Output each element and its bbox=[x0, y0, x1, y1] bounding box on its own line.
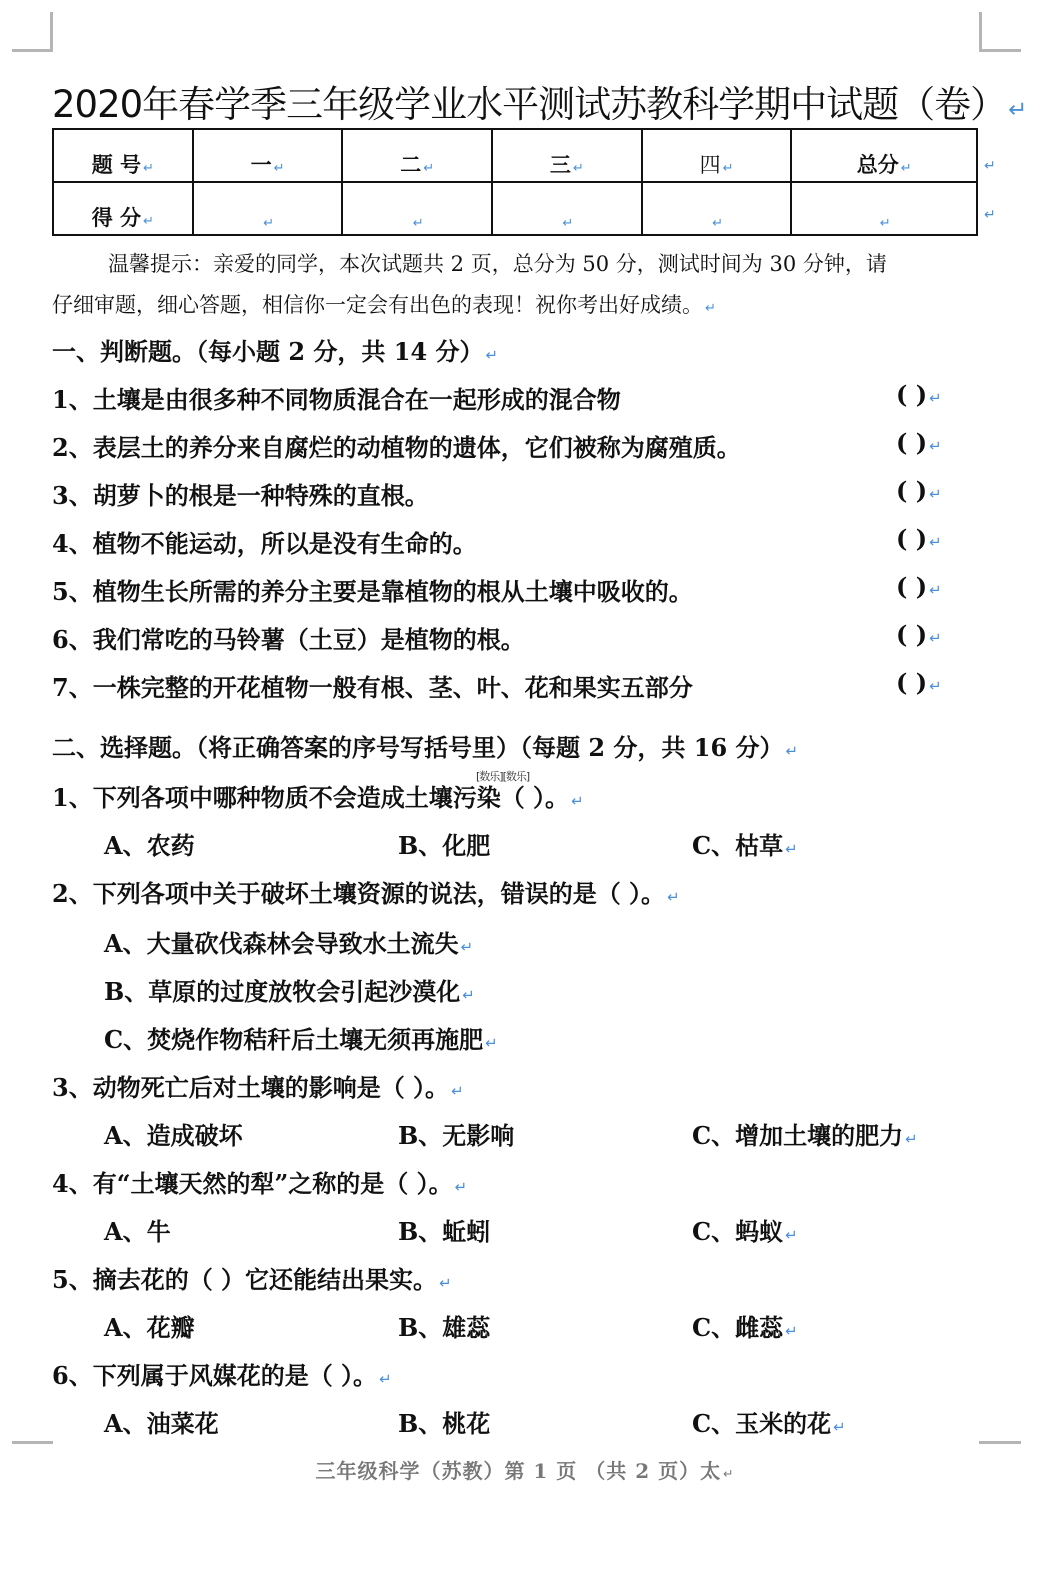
answer-paren[interactable]: ( ) ↵ bbox=[896, 428, 942, 457]
header-cell: 题 号 ↵ bbox=[53, 129, 193, 182]
question: 1、下列各项中哪种物质不会造成土壤污染（ ）。 ↵ bbox=[52, 783, 584, 812]
option-a[interactable]: A、牛 bbox=[104, 1217, 171, 1246]
section2-heading: 二、选择题。（将正确答案的序号写括号里）（每题 2 分，共 16 分） ↵ bbox=[52, 733, 798, 762]
header-cell: 一 ↵ bbox=[193, 129, 343, 182]
question: 2、下列各项中关于破坏土壤资源的说法，错误的是（ ）。 ↵ bbox=[52, 879, 680, 908]
answer-paren[interactable]: ( ) ↵ bbox=[896, 476, 942, 505]
paragraph-mark-icon: ↵ bbox=[984, 158, 996, 174]
option-c[interactable]: C、蚂蚁 ↵ bbox=[692, 1217, 798, 1246]
option-a[interactable]: A、花瓣 bbox=[104, 1313, 195, 1342]
judgment-item: 7、一株完整的开花植物一般有根、茎、叶、花和果实五部分 bbox=[52, 673, 693, 702]
header-cell: 总分 ↵ bbox=[791, 129, 977, 182]
option-b[interactable]: B、化肥 bbox=[398, 831, 491, 860]
option-b[interactable]: B、蚯蚓 bbox=[398, 1217, 491, 1246]
question: 4、有“土壤天然的犁”之称的是（ ）。 ↵ bbox=[52, 1169, 468, 1198]
judgment-item: 5、植物生长所需的养分主要是靠植物的根从土壤中吸收的。 bbox=[52, 577, 693, 606]
score-cell[interactable]: ↵ bbox=[791, 182, 977, 235]
crop-mark bbox=[979, 49, 1021, 52]
paragraph-mark-icon: ↵ bbox=[1008, 97, 1027, 123]
tip-paragraph bbox=[52, 244, 982, 329]
question: 5、摘去花的（ ）它还能结出果实。 ↵ bbox=[52, 1265, 452, 1294]
option-a[interactable]: A、造成破坏 bbox=[104, 1121, 243, 1150]
page-title bbox=[52, 74, 1027, 128]
score-cell[interactable]: ↵ bbox=[492, 182, 642, 235]
score-table-score-row bbox=[53, 182, 977, 235]
score-cell[interactable]: ↵ bbox=[193, 182, 343, 235]
crop-mark bbox=[12, 1441, 53, 1444]
answer-paren[interactable]: ( ) ↵ bbox=[896, 620, 942, 649]
tip-line: 温馨提示：亲爱的同学，本次试题共 2 页，总分为 50 分，测试时间为 30 分钟，请 bbox=[108, 252, 887, 276]
option-c[interactable]: C、焚烧作物秸秆后土壤无须再施肥 ↵ bbox=[104, 1025, 498, 1054]
option-b[interactable]: B、桃花 bbox=[398, 1409, 491, 1438]
score-table bbox=[52, 128, 978, 236]
option-a[interactable]: A、油菜花 bbox=[104, 1409, 219, 1438]
answer-paren[interactable]: ( ) ↵ bbox=[896, 668, 942, 697]
option-c[interactable]: C、枯草 ↵ bbox=[692, 831, 798, 860]
crop-mark bbox=[979, 12, 982, 52]
stamp-watermark: [数乐][数乐] bbox=[476, 770, 530, 783]
answer-paren[interactable]: ( ) ↵ bbox=[896, 524, 942, 553]
tip-line: 仔细审题，细心答题，相信你一定会有出色的表现！祝你考出好成绩。 ↵ bbox=[52, 293, 716, 317]
judgment-item: 4、植物不能运动，所以是没有生命的。 bbox=[52, 529, 477, 558]
page-footer: 三年级科学（苏教）第 1 页 （共 2 页）太 ↵ bbox=[315, 1459, 735, 1483]
judgment-item: 1、土壤是由很多种不同物质混合在一起形成的混合物 bbox=[52, 385, 621, 414]
score-cell[interactable]: ↵ bbox=[342, 182, 492, 235]
paragraph-mark-icon: ↵ bbox=[984, 207, 996, 223]
answer-paren[interactable]: ( ) ↵ bbox=[896, 380, 942, 409]
option-a[interactable]: A、农药 bbox=[104, 831, 195, 860]
judgment-item: 3、胡萝卜的根是一种特殊的直根。 bbox=[52, 481, 429, 510]
option-b[interactable]: B、草原的过度放牧会引起沙漠化 ↵ bbox=[104, 977, 475, 1006]
judgment-item: 2、表层土的养分来自腐烂的动植物的遗体，它们被称为腐殖质。 bbox=[52, 433, 741, 462]
option-c[interactable]: C、玉米的花 ↵ bbox=[692, 1409, 846, 1438]
judgment-item: 6、我们常吃的马铃薯（土豆）是植物的根。 bbox=[52, 625, 525, 654]
score-cell[interactable]: ↵ bbox=[642, 182, 792, 235]
option-c[interactable]: C、增加土壤的肥力 ↵ bbox=[692, 1121, 918, 1150]
option-c[interactable]: C、雌蕊 ↵ bbox=[692, 1313, 798, 1342]
option-b[interactable]: B、无影响 bbox=[398, 1121, 515, 1150]
question: 3、动物死亡后对土壤的影响是（ ）。 ↵ bbox=[52, 1073, 464, 1102]
question: 6、下列属于风媒花的是（ ）。 ↵ bbox=[52, 1361, 392, 1390]
option-b[interactable]: B、雄蕊 bbox=[398, 1313, 491, 1342]
score-table-header-row bbox=[53, 129, 977, 182]
title-text: 2020年春学季三年级学业水平测试苏教科学期中试题（卷） bbox=[52, 83, 1007, 126]
score-label-cell: 得 分 ↵ bbox=[53, 182, 193, 235]
crop-mark bbox=[979, 1441, 1021, 1444]
section1-heading: 一、判断题。（每小题 2 分，共 14 分） ↵ bbox=[52, 337, 498, 366]
crop-mark bbox=[50, 12, 53, 52]
answer-paren[interactable]: ( ) ↵ bbox=[896, 572, 942, 601]
header-cell: 三 ↵ bbox=[492, 129, 642, 182]
option-a[interactable]: A、大量砍伐森林会导致水土流失 ↵ bbox=[104, 929, 474, 958]
crop-mark bbox=[12, 49, 53, 52]
header-cell: 二 ↵ bbox=[342, 129, 492, 182]
header-cell: 四 ↵ bbox=[642, 129, 792, 182]
